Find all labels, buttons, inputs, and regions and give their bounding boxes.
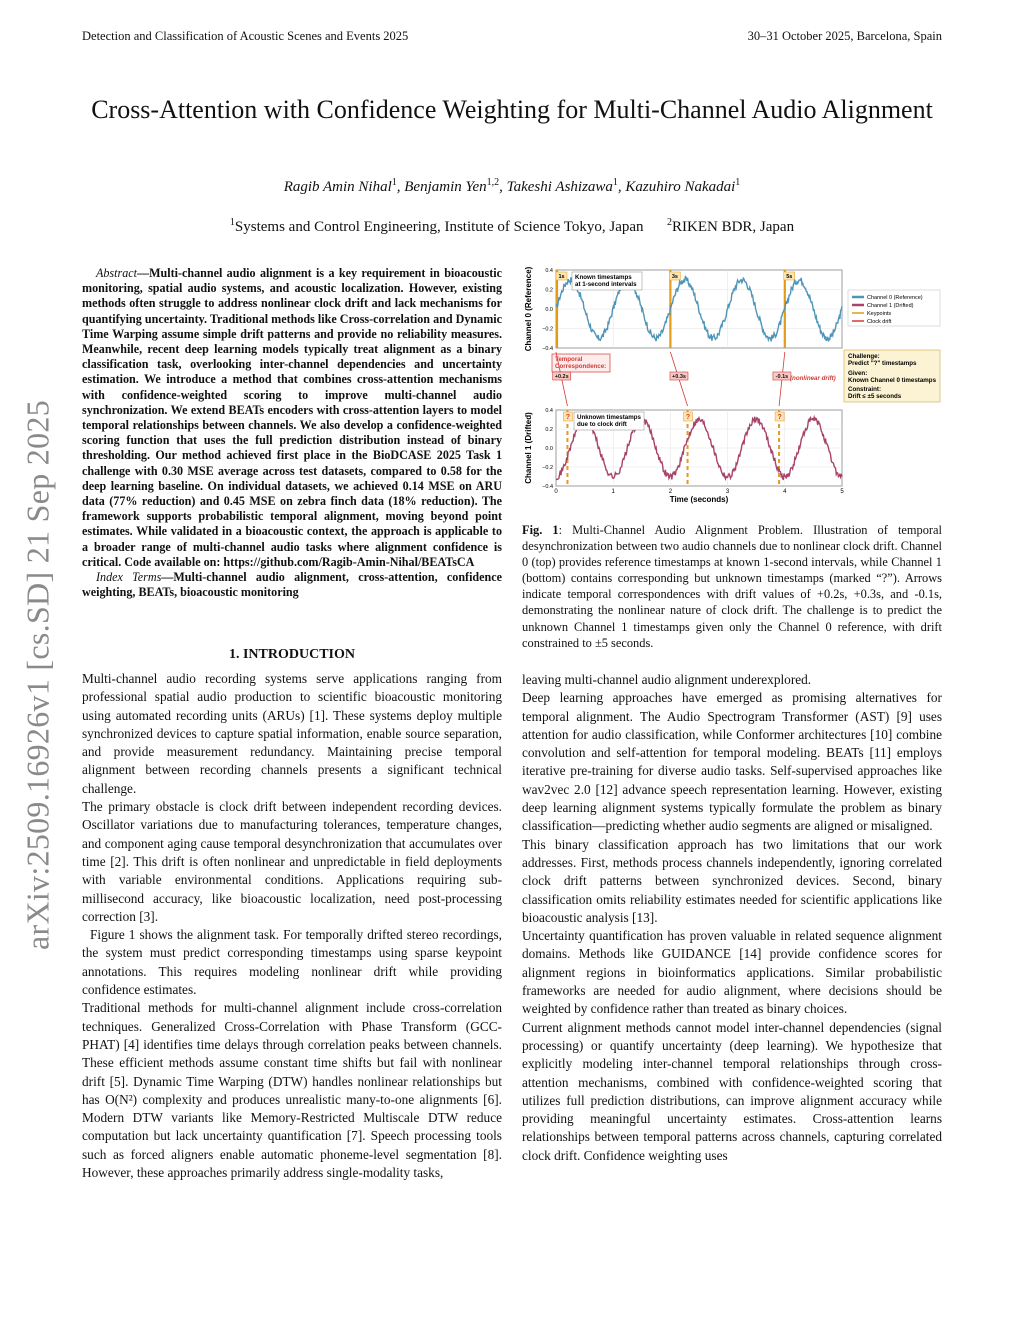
figure-1 [522, 262, 942, 512]
given-text: Known Channel 0 timestamps [848, 377, 937, 384]
legend-label: Keypoints [867, 311, 892, 317]
y-tick-label: −0.2 [542, 326, 553, 333]
author-list: Ragib Amin Nihal$^1$, Benjamin Yen$^{1,2}$, Takeshi Ashizawa$^1$, Kazuhiro Nakadai$^1$ [283, 177, 741, 195]
challenge-text: Predict "?" timestamps [848, 360, 917, 367]
section-heading-introduction: 1. INTRODUCTION [228, 647, 355, 662]
paragraph: Figure 1 shows the alignment task. For temporally drifted stereo recordings, the system must predict corresponding timestamps using sparse keypoint annotations. This requires modeling nonlinear drift while providing confidence estimates. [82, 927, 502, 998]
affiliation-number: 1 [229, 217, 235, 228]
nonlinear-drift-label: (nonlinear drift) [790, 375, 836, 382]
figure-1-chart [522, 262, 942, 512]
caption-text: : Multi-Channel Audio Alignment Problem. Illustration of temporal desynchronization between two audio channels due to nonlinear clock drift. Channel 0 (top) provides reference timestamps at known 1-second intervals, while Channel 1 (bottom) contains corresponding but unknown timestamps (marked “?”). Arrows indicate temporal correspondences with drift values of +0.2s, +0.3s, and -0.1s, demonstrating the nonlinear nature of clock drift. The challenge is to predict the unknown Channel 1 timestamps given only the Channel 0 reference, with drift constrained to ±5 seconds. [522, 523, 942, 650]
author-name: Takeshi Ashizawa [506, 179, 613, 195]
y-tick-label: 0.4 [545, 408, 553, 414]
author-affiliation: 1 [735, 177, 741, 188]
challenge-title: Challenge: [848, 353, 880, 360]
x-tick-label: 2 [668, 489, 673, 495]
index-terms-text: —Multi-channel audio alignment, cross-attention, confidence weighting, BEATs, bioacoustic monitoring [82, 570, 502, 600]
paragraph: Deep learning approaches have emerged as promising alternatives for temporal alignment. The Audio Spectrogram Transformer (AST) [9] uses attention for audio classification, while Conformer architectures [10] combine convolution and self-attention for temporal modeling. BEATs [11] employs iterative pre-training for diverse audio tasks. Self-supervised approaches like wav2vec 2.0 [12] advance speech representation learning. However, existing deep learning alignment systems typically formulate the problem as binary classification—predicting whether audio segments are aligned or misaligned. [522, 690, 942, 834]
unknown-annotation-line-1: Unknown timestamps [577, 414, 641, 421]
given-title: Given: [848, 370, 868, 377]
affiliation-text: RIKEN BDR, Japan [672, 219, 795, 235]
abstract-text: —Multi-channel audio alignment is a key requirement in bioacoustic monitoring, spatial audio systems, and acoustic localization. However, existing methods often struggle to address nonlinear clock drift and lack mechanisms for quantifying uncertainty. Traditional methods like Cross-correlation and Dynamic Time Warping assume simple drift patterns and provide no reliability measures. Meanwhile, recent deep learning models typically treat alignment as a binary classification task, overlooking inter-channel dependencies and uncertainty estimation. We introduce a method that combines cross-attention mechanisms with confidence-weighted scoring to improve multi-channel audio synchronization. We extend BEATs encoders with cross-attention layers to model temporal relationships between channels. We also develop a confidence-weighted scoring function that uses the full prediction distribution instead of binary thresholding. Our method achieved first place in the BioDCASE 2025 Task 1 challenge with 0.30 MSE average across test datasets, compared to 0.58 for the deep learning baseline. On individual datasets, we achieved 0.14 MSE on ARU data (77% reduction) and 0.45 MSE on zebra finch data (18% reduction). The framework supports probabilistic temporal alignment, moving beyond point estimates. While validated in a bioacoustic context, the approach is applicable to a broader range of multi-channel audio tasks where alignment confidence is critical. Code available on: https://github.com/Ragib-Amin-Nihal/BEATsCA [82, 266, 502, 569]
paragraph: leaving multi-channel audio alignment underexplored. [522, 672, 812, 687]
y-tick-label: −0.4 [542, 346, 553, 352]
abstract [82, 266, 502, 600]
x-axis-label: Time (seconds) [669, 495, 729, 504]
y-tick-label: −0.2 [542, 465, 553, 471]
temporal-correspondence-label: Temporal Correspondence: [555, 356, 607, 370]
bottom-y-axis-label: Channel 1 (Drifted) [524, 412, 533, 484]
paragraph: This binary classification approach has two limitations that our work addresses. First, methods process channels independently, ignoring correlated clock drift patterns between synchronized devices. Second, binary classification omits reliability estimates needed for scientific applications like bioacoustic analysis [13]. [522, 836, 942, 925]
paper-title: Cross-Attention with Confidence Weighting for Multi-Channel Audio Alignment [91, 95, 933, 124]
paragraph: The primary obstacle is clock drift between independent recording devices. Oscillator variations due to manufacturing tolerances, temperature changes, and component aging cause temporal desynchronization that accumulates over time [2]. This drift is often nonlinear and unpredictable in field deployments with variable environmental conditions. Applications requiring sub-millisecond accuracy, like bioacoustic localization, need post-processing correction [3]. [82, 799, 502, 924]
x-tick-label: 1 [611, 489, 615, 495]
x-tick-label: 5 [840, 489, 844, 495]
paragraph: Traditional methods for multi-channel alignment include cross-correlation techniques. Generalized Cross-Correlation with Phase Transform (GCC-PHAT) [4] identifies time delays through correlation peaks between channels. These efficient methods assume constant time shifts but fail with nonlinear drift [5]. Dynamic Time Warping (DTW) handles nonlinear relationships but has O(N²) complexity and produces unrealistic many-to-one alignments [6]. Modern DTW variants like Memory-Restricted Multiscale DTW reduce computation but lack uncertainty quantification [7]. Speech processing tools such as forced aligners enable automatic phoneme-level segmentation [8]. However, these approaches primarily address single-modality tasks, [82, 1000, 502, 1181]
x-tick-label: 4 [783, 489, 787, 495]
unknown-keypoint-label: ? [777, 414, 782, 421]
y-tick-label: 0.4 [545, 268, 553, 274]
y-tick-label: 0.2 [545, 287, 553, 294]
unknown-annotation-line-2: due to clock drift [577, 421, 627, 428]
author-affiliation: 1,2 [486, 177, 500, 188]
keypoint-label: 1s [558, 274, 565, 280]
constraint-title: Constraint: [848, 386, 881, 393]
top-y-axis-label: Channel 0 (Reference) [524, 266, 533, 352]
paragraph: Uncertainty quantification has proven valuable in related sequence alignment domains. Methods like GUIDANCE [14] provide confidence scores for alignment regions in bioinformatics applications. Similar probabilistic frameworks are needed for audio alignment, where decisions should be weighted by confidence rather than treated as binary choices. [522, 928, 942, 1017]
legend-label: Channel 0 (Reference) [867, 295, 923, 301]
paragraph: Current alignment methods cannot model inter-channel dependencies (signal processing) or quantify uncertainty (deep learning). We hypothesize that explicitly modeling inter-channel temporal relationships through cross-attention mechanisms, combined with confidence-weighted scoring that utilizes full prediction distributions, can improve alignment accuracy while providing meaningful uncertainty estimates. Cross-attention learns relationships between temporal patterns across channels, capturing correlated clock drift. Confidence weighting uses [522, 1019, 942, 1163]
affiliations [80, 217, 944, 236]
y-tick-label: 0.0 [545, 446, 553, 452]
known-timestamps-annotation [575, 274, 637, 288]
arxiv-sidebar [8, 375, 68, 975]
y-tick-label: 0.2 [545, 427, 553, 433]
drift-value: -0.1s [775, 374, 789, 380]
drift-value: +0.3s [672, 374, 686, 380]
author-name: Benjamin Yen [404, 179, 487, 195]
paragraph: Multi-channel audio recording systems serve applications ranging from professional spatial audio production to scientific bioacoustic monitoring using automated recording units (ARUs) [1]. These systems deploy multiple synchronized devices to capture spatial information, enable source separation, and provide measurement redundancy. Maintaining precise temporal alignment between recording channels presents a significant technical challenge. [82, 671, 502, 796]
unknown-keypoint-label: ? [565, 414, 571, 421]
right-column-body [522, 671, 942, 1165]
affiliation-text: Systems and Control Engineering, Institute of Science Tokyo, Japan [234, 219, 644, 235]
running-header-right: 30–31 October 2025, Barcelona, Spain [747, 29, 942, 43]
y-tick-label: −0.4 [542, 484, 553, 490]
running-header-left: Detection and Classification of Acoustic Scenes and Events 2025 [82, 29, 409, 43]
affiliation-number: 2 [667, 217, 673, 228]
caption-label: Fig. 1 [522, 523, 559, 537]
index-terms-label: Index Terms [96, 570, 162, 585]
author-name: Kazuhiro Nakadai [625, 179, 736, 195]
author-affiliation: 1 [391, 177, 397, 188]
x-tick-label: 3 [725, 489, 730, 495]
unknown-keypoint-label: ? [685, 414, 691, 421]
top-y-ticks [542, 268, 553, 352]
keypoint-label: 5s [786, 274, 793, 280]
constraint-text: Drift ≤ ±5 seconds [848, 393, 902, 400]
left-column-body [82, 670, 502, 1182]
arxiv-identifier: arXiv:2509.16926v1 [cs.SD] 21 Sep 2025 [19, 399, 56, 951]
author-name: Ragib Amin Nihal [283, 179, 392, 195]
drift-value: +0.2s [554, 374, 569, 380]
known-annotation-line-2: at 1-second intervals [575, 281, 637, 288]
legend-label: Channel 1 (Drifted) [867, 303, 914, 309]
keypoint-label: 3s [671, 274, 678, 280]
legend-label: Clock drift [867, 319, 892, 325]
figure-1-caption [522, 522, 942, 651]
y-tick-label: 0.0 [545, 307, 553, 313]
x-tick-label: 0 [554, 489, 558, 495]
author-affiliation: 1 [612, 177, 618, 188]
known-annotation-line-1: Known timestamps [575, 274, 632, 281]
abstract-label: Abstract [96, 266, 137, 280]
bottom-y-ticks [542, 408, 553, 490]
